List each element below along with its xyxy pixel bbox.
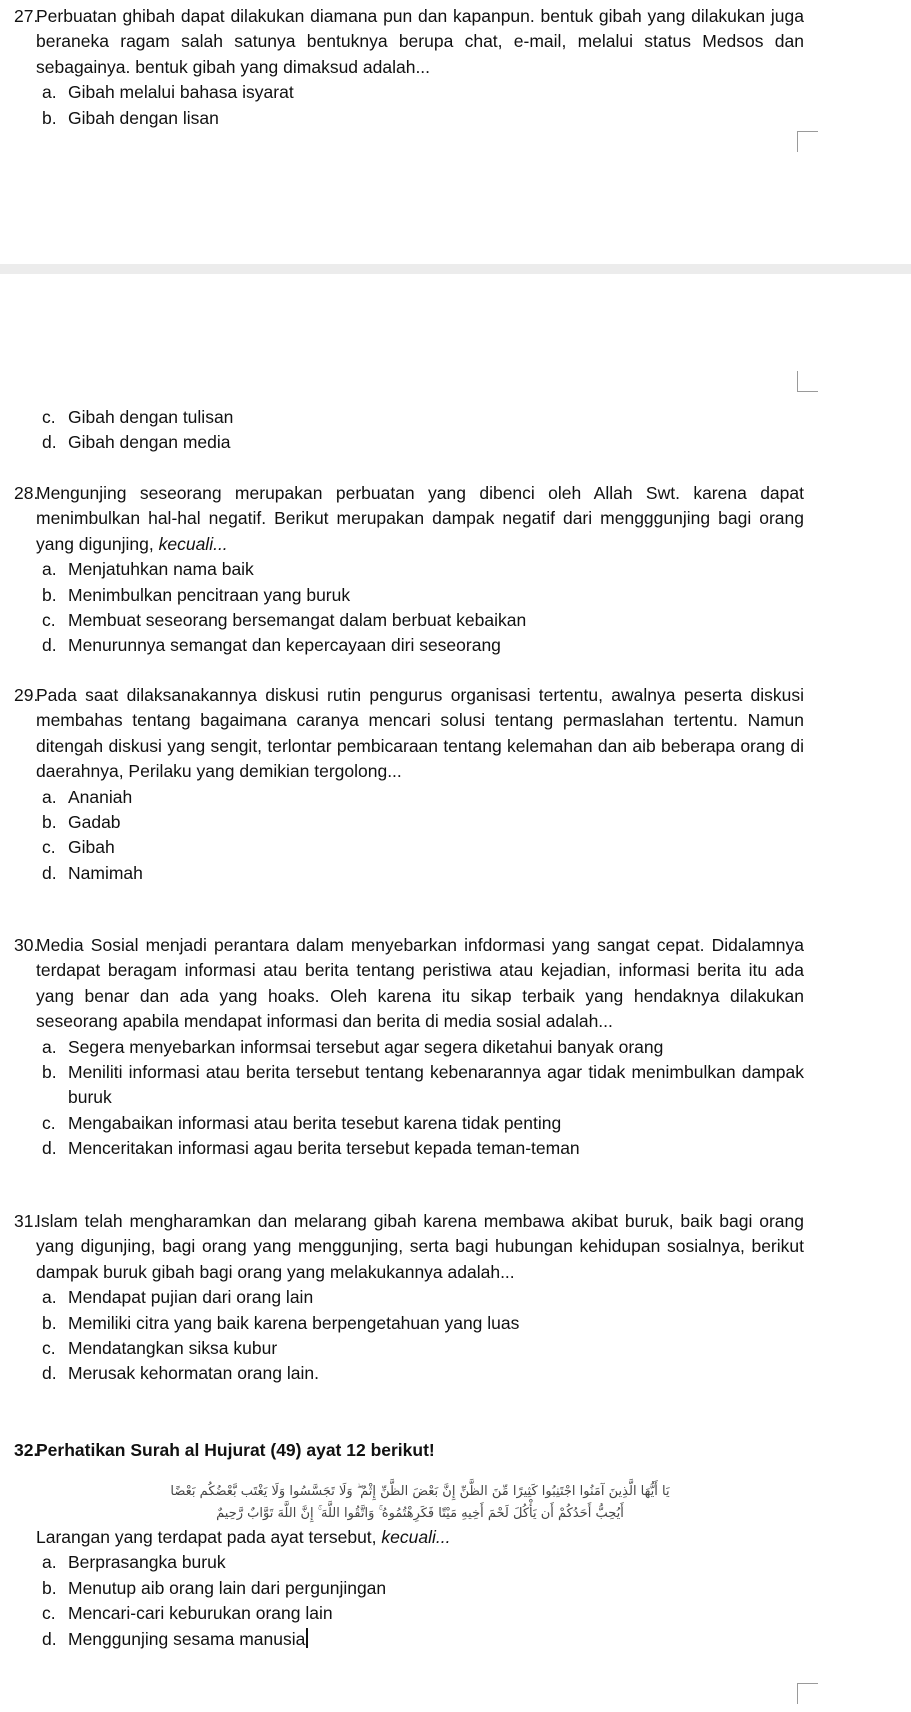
option-a[interactable]: a. Mendapat pujian dari orang lain [42,1287,314,1308]
arabic-verse-line: أَيُحِبُّ أَحَدُكُمْ أَن يَأْكُلَ لَحْمَ أَخِيهِ مَيْتًا فَكَرِهْتُمُوهُ ۚ وَاتَّقُوا اللَّهَ ۚ إِنَّ اللَّهَ تَوَّابٌ رَّحِيمٌ [216,1506,624,1521]
question-27-continued [14,405,804,456]
option-c[interactable]: c. Mencari-cari keburukan orang lain [42,1603,333,1624]
crop-corner-mark [797,371,818,392]
option-b[interactable]: b. Gadab [42,812,121,833]
question-text: 28.Mengunjing seseorang merupakan perbuatan yang dibenci oleh Allah Swt. karena dapat menimbulkan hal-hal negatif. Berikut merupakan dampak negatif dari mengggunjing bagi orang yang digunjing, kecuali... [14,483,804,554]
option-d[interactable]: d. Menurunnya semangat dan kepercayaan diri seseorang [42,635,501,656]
option-d[interactable]: d. Menggunjing sesama manusia [14,1627,804,1652]
question-text: 30.Media Sosial menjadi perantara dalam menyebarkan infdormasi yang sangat cepat. Didalamnya terdapat beragam informasi atau berita tentang peristiwa atau kejadian, informasi berita itu ada yang benar dan ada yang hoaks. Oleh karena itu sikap terbaik yang hendaknya dilakukan seseorang apabila mendapat informasi dan berita di media sosial adalah... [14,935,804,1032]
question-prompt: Larangan yang terdapat pada ayat tersebut, kecuali... [36,1527,451,1547]
option-a[interactable]: a. Gibah melalui bahasa isyarat [42,82,294,103]
option-a[interactable]: a. Ananiah [42,786,133,807]
text-cursor [306,1628,308,1648]
options-list [14,405,804,456]
crop-corner-mark [797,131,818,152]
option-d[interactable]: d. Menceritakan informasi agau berita tersebut kepada teman-teman [42,1138,580,1159]
option-c[interactable]: c. Mengabaikan informasi atau berita tesebut karena tidak penting [42,1112,562,1133]
options-list [14,1550,804,1652]
option-a[interactable]: a. Berprasangka buruk [42,1552,226,1573]
option-b[interactable]: b. Menutup aib orang lain dari pergunjingan [42,1577,387,1598]
question-29 [14,683,804,886]
question-32 [14,1438,804,1463]
question-text: 31.Islam telah mengharamkan dan melarang gibah karena membawa akibat buruk, baik bagi orang yang digunjing, bagi orang yang menggunjing, serta bagi hubungan kehidupan sosialnya, berikut dampak buruk gibah bagi orang yang melakukannya adalah... [14,1211,804,1282]
option-b[interactable]: b. Memiliki citra yang baik karena berpengetahuan yang luas [42,1312,520,1333]
arabic-verse [40,1481,800,1525]
options-list [14,1285,804,1387]
question-number: 27. [14,6,39,26]
options-list [14,785,804,887]
option-d[interactable]: d. Gibah dengan media [42,432,231,453]
question-number: 31. [14,1211,39,1231]
option-c[interactable]: c. Membuat seseorang bersemangat dalam berbuat kebaikan [42,610,527,631]
options-list [14,557,804,659]
question-text: 32.Perhatikan Surah al Hujurat (49) ayat 12 berikut! [14,1438,804,1463]
option-a[interactable]: a. Menjatuhkan nama baik [42,559,254,580]
crop-corner-mark [797,1683,818,1704]
question-number: 32. [14,1440,39,1460]
option-d[interactable]: d. Namimah [42,862,143,883]
question-number: 28. [14,483,39,503]
option-b[interactable]: b. Menimbulkan pencitraan yang buruk [42,584,351,605]
question-number: 29. [14,685,39,705]
option-b[interactable]: b. Meniliti informasi atau berita tersebut tentang kebenarannya agar tidak menimbulkan dampak buruk [42,1062,804,1108]
option-a[interactable]: a. Segera menyebarkan informsai tersebut agar segera diketahui banyak orang [42,1036,664,1057]
page-divider [0,264,911,274]
options-list [14,80,804,131]
option-b[interactable]: b. Gibah dengan lisan [42,107,219,128]
emphasis-text: kecuali... [158,533,228,554]
question-text: 29.Pada saat dilaksanakannya diskusi rutin pengurus organisasi tertentu, awalnya peserta diskusi membahas tentang bagaimana caranya mencari solusi tentang permaslahan tertentu. Namun ditengah diskusi yang sengit, terlontar pembicaraan tentang kelemahan dan aib beberapa orang di daerahnya, Perilaku yang demikian tergolong... [14,685,804,782]
question-30 [14,933,804,1162]
option-c[interactable]: c. Gibah [42,837,115,858]
option-c[interactable]: c. Mendatangkan siksa kubur [42,1338,278,1359]
option-d[interactable]: d. Merusak kehormatan orang lain. [42,1363,319,1384]
emphasis-text: kecuali... [381,1527,451,1547]
question-31 [14,1209,804,1387]
arabic-verse-line: يَا أَيُّهَا الَّذِينَ آمَنُوا اجْتَنِبُوا كَثِيرًا مِّنَ الظَّنِّ إِنَّ بَعْضَ الظَّنِّ إِثْمٌ ۖ وَلَا تَجَسَّسُوا وَلَا يَغْتَب بَّعْضُكُم بَعْضًا [170,1484,670,1499]
question-27 [14,4,804,131]
question-28 [14,481,804,659]
option-c[interactable]: c. Gibah dengan tulisan [42,407,234,427]
question-32-continued [14,1525,804,1652]
question-number: 30. [14,935,39,955]
options-list [14,1035,804,1162]
question-text: 27.Perbuatan ghibah dapat dilakukan diamana pun dan kapanpun. bentuk gibah yang dilakukan juga beraneka ragam salah satunya bentuknya berupa chat, e-mail, melalui status Medsos dan sebagainya. bentuk gibah yang dimaksud adalah... [14,6,804,77]
